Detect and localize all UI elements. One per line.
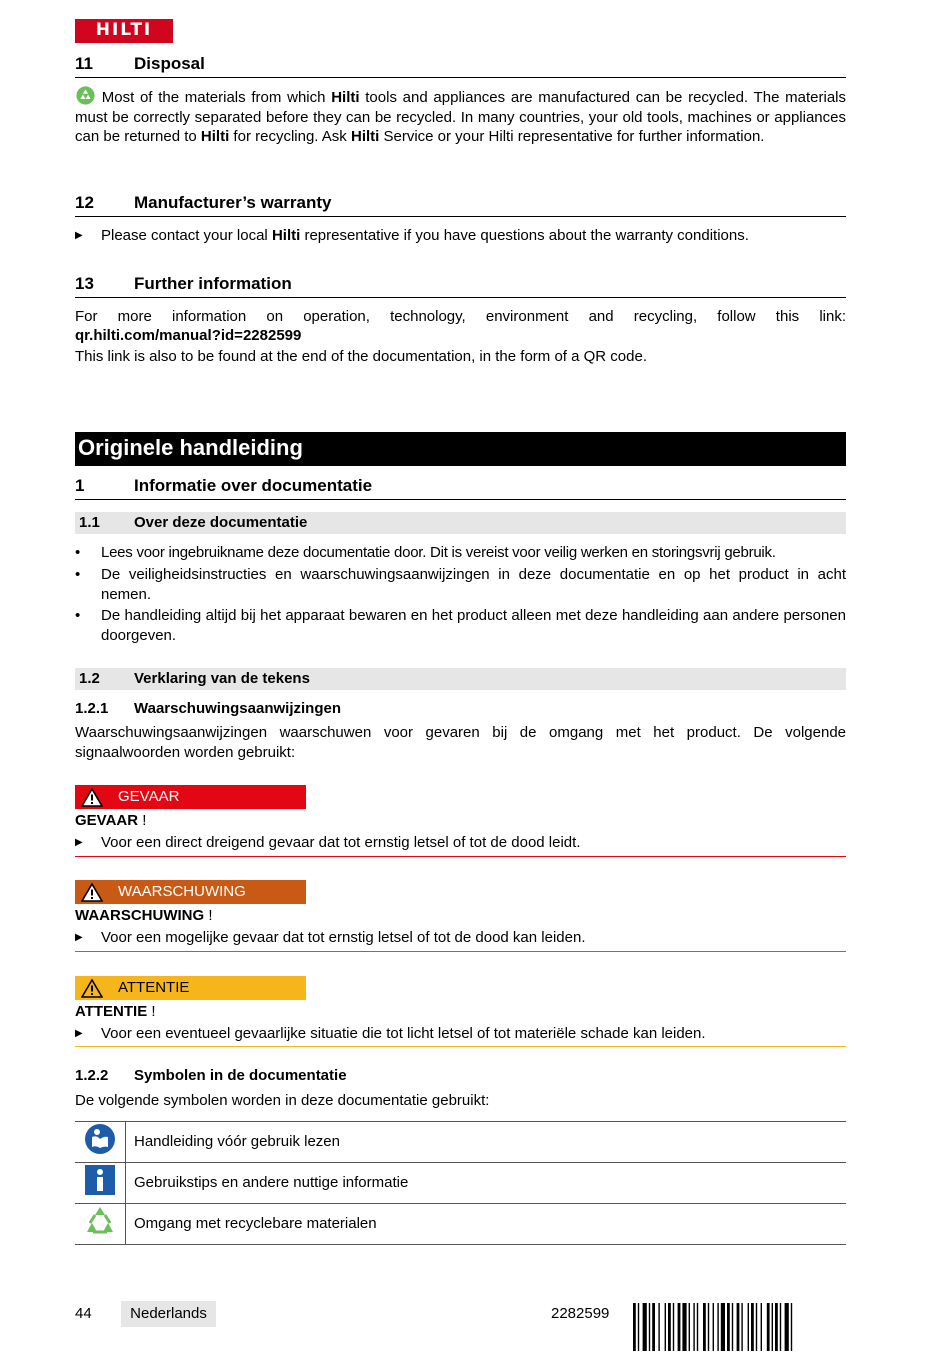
chapter-title: Originele handleiding	[78, 435, 303, 460]
caution-signal-label	[75, 976, 306, 1000]
symbols-table	[75, 1121, 846, 1245]
section-title: Manufacturer’s warranty	[134, 193, 332, 212]
symbol-cell	[75, 1204, 126, 1245]
danger-signal-label	[75, 785, 306, 809]
list-item	[75, 606, 846, 646]
nl-section-1-1-heading	[75, 512, 846, 534]
signal-word-line: GEVAAR !	[75, 812, 147, 829]
symbol-description: Handleiding vóór gebruik lezen	[126, 1122, 847, 1163]
section-13-heading	[75, 273, 846, 298]
recycle-icon	[83, 1205, 117, 1237]
further-info-note: This link is also to be found at the end of the documentation, in the form of a QR code.	[75, 348, 647, 365]
page-number: 44	[75, 1305, 92, 1322]
brand-name: Hilti	[200, 128, 230, 145]
hilti-logo	[75, 19, 173, 43]
symbols-intro-text: De volgende symbolen worden in deze documentatie gebruikt:	[75, 1092, 490, 1109]
signal-description	[75, 928, 846, 948]
list-item-text: De veiligheidsinstructies en waarschuwingsaanwijzingen in deze documentatie en op het product in acht nemen.	[101, 566, 846, 603]
warning-triangle-icon	[81, 883, 103, 902]
warning-divider	[75, 951, 846, 952]
document-id: 2282599	[551, 1305, 610, 1322]
section-number: 11	[75, 54, 93, 73]
warranty-item	[75, 226, 846, 246]
section-title: Disposal	[134, 54, 205, 73]
list-item	[75, 543, 846, 563]
caution-divider	[75, 1046, 846, 1047]
list-item-text: De handleiding altijd bij het apparaat bewaren en het product alleen met deze handleiding aan andere personen doorgeven.	[101, 607, 846, 644]
brand-name: Hilti	[331, 89, 360, 106]
section-title: Over deze documentatie	[134, 514, 308, 531]
list-item-text: Lees voor ingebruikname deze documentatie door. Dit is vereist voor veilig werken en storingsvrij gebruik.	[101, 544, 776, 561]
info-icon	[84, 1164, 116, 1196]
warning-intro-text: Waarschuwingsaanwijzingen waarschuwen voor gevaren bij de omgang met het product. De volgende signaalwoorden worden gebruikt:	[75, 724, 846, 761]
signal-description-text: Voor een mogelijke gevaar dat tot ernstig letsel of tot de dood kan leiden.	[101, 929, 586, 946]
section-number: 1	[75, 476, 85, 495]
section-title: Informatie over documentatie	[134, 476, 373, 495]
table-row	[75, 1122, 846, 1163]
triangle-bullet-icon: ▶	[75, 1028, 83, 1039]
disposal-paragraph	[75, 86, 846, 147]
barcode-icon	[633, 1303, 846, 1351]
signal-label-text: WAARSCHUWING	[118, 883, 246, 900]
symbol-cell	[75, 1163, 126, 1204]
triangle-bullet-icon: ▶	[75, 837, 83, 848]
signal-description-text: Voor een direct dreigend gevaar dat tot ernstig letsel of tot de dood leidt.	[101, 834, 581, 851]
section-number: 12	[75, 193, 94, 212]
section-number: 13	[75, 274, 94, 293]
symbol-description: Gebruikstips en andere nuttige informatie	[126, 1163, 847, 1204]
further-info-line: For more information on operation, technology, environment and recycling, follow this link:	[75, 308, 846, 325]
nl-section-1-heading	[75, 475, 846, 500]
chapter-banner	[75, 432, 846, 466]
table-row	[75, 1204, 846, 1245]
danger-divider	[75, 856, 846, 857]
read-manual-icon	[84, 1123, 116, 1155]
logo-text: HILTI	[95, 20, 153, 41]
section-title: Waarschuwingsaanwijzingen	[134, 700, 341, 717]
section-number: 1.2.2	[75, 1067, 109, 1084]
signal-description	[75, 833, 846, 853]
manual-link[interactable]: qr.hilti.com/manual?id=2282599	[75, 327, 302, 344]
warranty-text: Please contact your local Hilti representative if you have questions about the warranty conditions.	[101, 227, 749, 244]
section-title: Symbolen in de documentatie	[134, 1067, 347, 1084]
disposal-text-1: Most of the materials from which	[101, 89, 332, 106]
section-title: Further information	[134, 274, 292, 293]
recycle-icon	[75, 86, 96, 105]
section-11-heading	[75, 53, 846, 78]
signal-label-text: ATTENTIE	[118, 979, 190, 996]
signal-description-text: Voor een eventueel gevaarlijke situatie die tot licht letsel of tot materiële schade kan leiden.	[101, 1025, 706, 1042]
bullet-dot-icon: •	[75, 566, 81, 583]
brand-name: Hilti	[350, 128, 380, 145]
signal-description	[75, 1024, 846, 1044]
signal-word-line: ATTENTIE !	[75, 1003, 156, 1020]
signal-word-line: WAARSCHUWING !	[75, 907, 213, 924]
signal-label-text: GEVAAR	[118, 788, 180, 805]
warning-triangle-icon	[81, 788, 103, 807]
triangle-bullet-icon: ▶	[75, 932, 83, 943]
warning-signal-label	[75, 880, 306, 904]
nl-section-1-2-heading	[75, 668, 846, 690]
disposal-text-4: Service or your Hilti representative for further information.	[379, 128, 765, 145]
nl-section-1-2-1-heading	[75, 699, 846, 719]
disposal-text-2: tools and appliances are manufactured can be recycled. The materials must be correctly separated before they can be recycled. In many countries, your old tools, machines or appliances can be returned to	[75, 89, 846, 145]
section-number: 1.2	[79, 670, 100, 687]
symbol-cell	[75, 1122, 126, 1163]
disposal-text-3: for recycling. Ask	[229, 128, 351, 145]
nl-section-1-2-2-heading	[75, 1066, 846, 1086]
language-label: Nederlands	[121, 1301, 216, 1327]
section-title: Verklaring van de tekens	[134, 670, 310, 687]
bullet-dot-icon: •	[75, 607, 81, 624]
section-number: 1.1	[79, 514, 100, 531]
triangle-bullet-icon: ▶	[75, 230, 83, 241]
bullet-dot-icon: •	[75, 544, 81, 561]
section-number: 1.2.1	[75, 700, 109, 717]
warning-triangle-icon	[81, 979, 103, 998]
list-item	[75, 565, 846, 605]
symbol-description: Omgang met recyclebare materialen	[126, 1204, 847, 1245]
table-row	[75, 1163, 846, 1204]
section-12-heading	[75, 192, 846, 217]
